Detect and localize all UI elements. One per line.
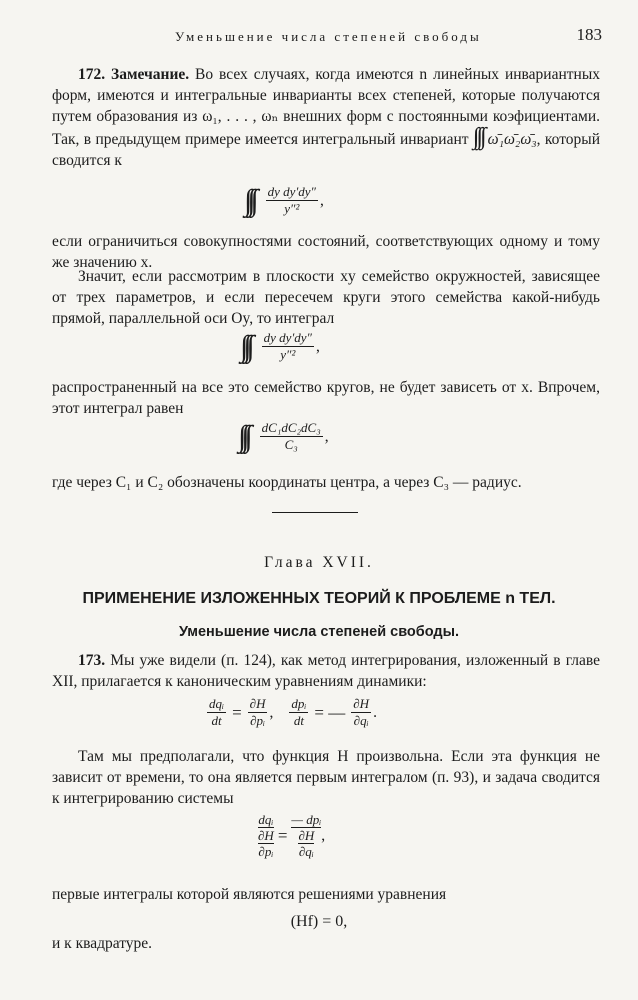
fraction	[266, 184, 318, 217]
fraction	[248, 696, 268, 729]
integral-sign: ∫∫∫	[240, 330, 250, 363]
fraction-middle: ∂H	[258, 828, 274, 843]
fraction-bottom: ∂pᵢ	[258, 844, 274, 859]
fraction-bottom: ∂qᵢ	[298, 844, 314, 859]
equals-sign: =	[232, 703, 242, 722]
fraction	[351, 696, 371, 729]
section-173-text-4: и к квадратуре.	[52, 935, 153, 952]
section-173-text-3: первые интегралы которой являются решениями уравнения	[52, 886, 447, 903]
fraction	[262, 330, 314, 363]
fraction-numerator: dqᵢ	[209, 696, 225, 711]
equals-minus: = —	[314, 703, 346, 722]
fraction-denominator: dt	[211, 713, 222, 728]
fraction-top: dqᵢ	[258, 812, 274, 827]
formula-punct: ,	[319, 192, 324, 209]
section-number: 173.	[78, 652, 106, 669]
equals-sign: =	[277, 826, 288, 845]
fraction-top: — dpᵢ	[291, 812, 322, 827]
fraction	[289, 696, 308, 729]
system-equation	[258, 812, 325, 859]
formula-3	[238, 420, 329, 453]
formula-punct: ,	[324, 428, 329, 445]
formula-punct: .	[373, 704, 377, 721]
remark-paragraph	[52, 64, 600, 171]
integral-sign: ∫∫∫	[238, 420, 248, 453]
remark-number: 172.	[78, 66, 106, 83]
fraction-numerator: dC₁dC₂dC₃	[261, 420, 321, 435]
formula-punct: ,	[315, 338, 320, 355]
fraction-numerator: dpᵢ	[291, 696, 307, 711]
fraction	[207, 696, 226, 729]
remark-text-5: где через C₁ и C₂ обозначены координаты центра, а через C₃ — радиус.	[52, 474, 522, 491]
separator: ,	[269, 704, 274, 721]
remark-text-3: Значит, если рассмотрим в плоскости xy семейство окружностей, зависящее от трех параметров, и если пересечем круги этого семейства какой-нибудь прямой, параллельной оси Oy, то интеграл	[52, 268, 600, 327]
fraction-denominator: y″²	[284, 201, 300, 216]
section-divider	[272, 512, 358, 513]
fraction-denominator: ∂qᵢ	[353, 713, 369, 728]
fraction-numerator: dy dy′dy″	[267, 184, 316, 199]
fraction-denominator: dt	[293, 713, 304, 728]
formula-1	[244, 184, 324, 217]
formula-2	[240, 330, 320, 363]
section-text: Мы уже видели (п. 124), как метод интегрирования, изложенный в главе XII, прилагается к каноническим уравнениям динамики:	[52, 652, 600, 690]
fraction-middle: ∂H	[298, 828, 315, 843]
equation-hf: (Hf) = 0,	[290, 913, 348, 930]
page-number: 183	[576, 25, 602, 44]
integral-sign: ∫∫∫	[244, 184, 254, 217]
compound-fraction-right	[291, 812, 321, 859]
fraction	[260, 420, 323, 453]
inline-integral-sign: ∫∫∫	[472, 124, 484, 150]
fraction-denominator: ∂pᵢ	[250, 713, 266, 728]
inline-integrand: ω̄₁ω̄₂ω̄₃	[487, 131, 537, 148]
fraction-denominator: C₃	[284, 437, 298, 452]
running-title: Уменьшение числа степеней свободы	[175, 29, 482, 44]
chapter-title: ПРИМЕНЕНИЕ ИЗЛОЖЕННЫХ ТЕОРИЙ К ПРОБЛЕМЕ n ТЕЛ.	[82, 590, 556, 607]
fraction-numerator: dy dy′dy″	[263, 330, 312, 345]
formula-punct: ,	[321, 827, 326, 844]
chapter-label: Глава XVII.	[264, 554, 374, 571]
canonical-equations	[205, 696, 377, 729]
remark-title: Замечание.	[111, 66, 190, 83]
compound-fraction-left	[258, 812, 274, 859]
remark-text-2: если ограничиться совокупностями состояний, соответствующих одному и тому же значению x.	[52, 233, 600, 271]
remark-text-end: , который сводится к	[52, 131, 600, 169]
section-173-paragraph	[52, 650, 600, 692]
fraction-numerator: ∂H	[353, 696, 370, 711]
chapter-subtitle: Уменьшение числа степеней свободы.	[178, 624, 460, 640]
section-173-text-2: Там мы предполагали, что функция H произвольна. Если эта функция не зависит от времени, то она является первым интегралом (п. 93), и задача сводится к интегрированию системы	[52, 748, 600, 807]
fraction-denominator: y″²	[280, 347, 296, 362]
remark-text-4: распространенный на все это семейство кругов, не будет зависеть от x. Впрочем, этот интеграл равен	[52, 379, 600, 417]
fraction-numerator: ∂H	[249, 696, 266, 711]
remark-text: Во всех случаях, когда имеются n линейных инвариантных форм, имеются и интегральные инварианты всех степеней, которые получаются путем образования из ω₁, . . . , ωₙ внешних форм с постоянными коэфициентами. Так, в предыдущем примере имеется интегральный инвариант	[52, 66, 600, 148]
